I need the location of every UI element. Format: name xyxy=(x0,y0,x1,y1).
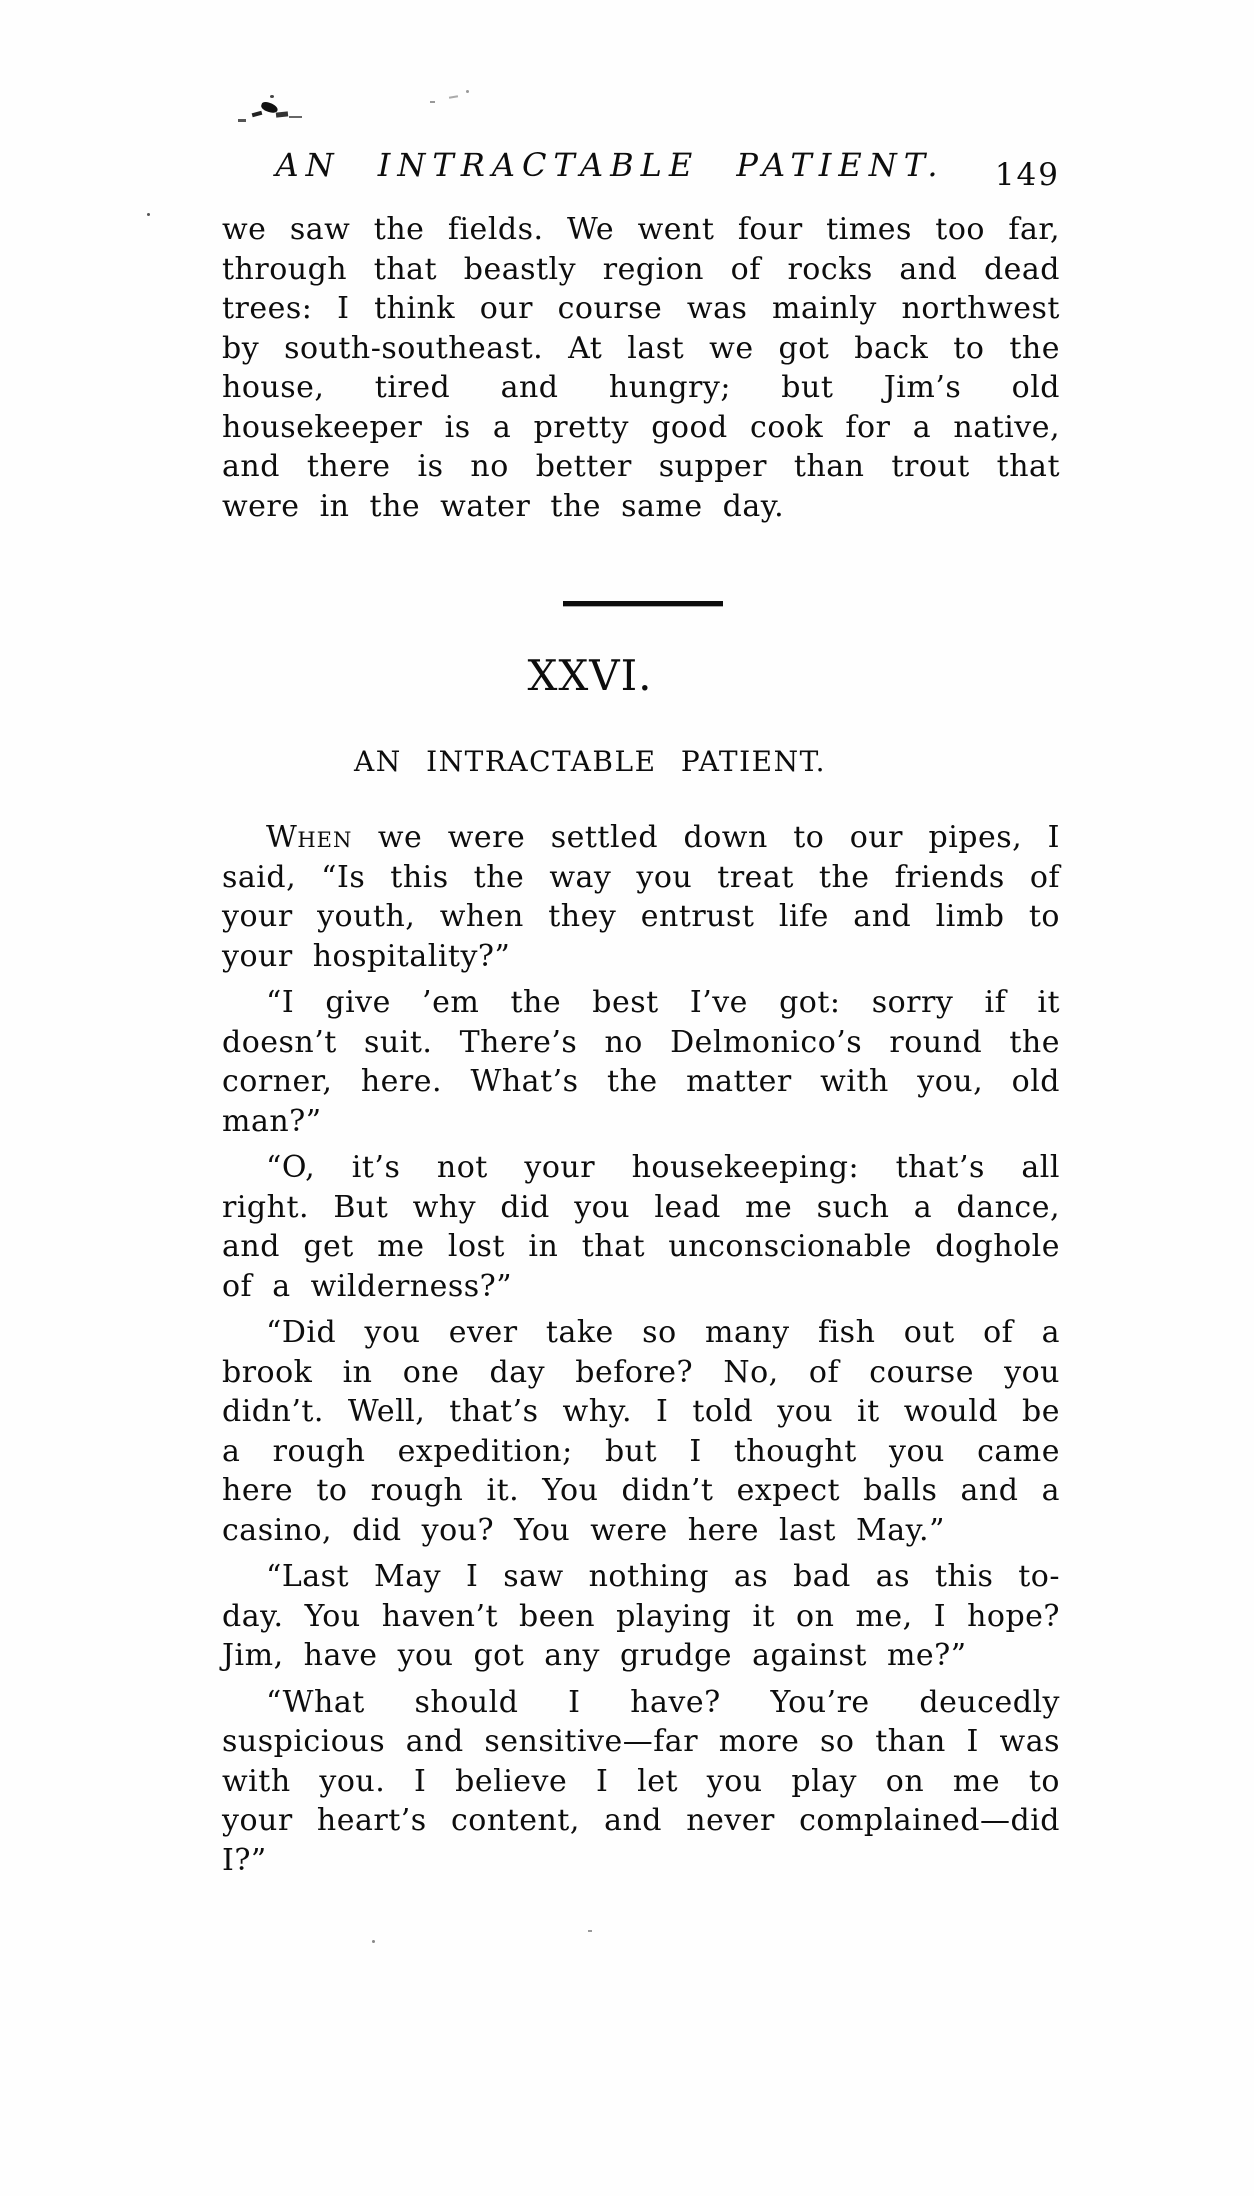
opening-smallcaps: hen xyxy=(297,820,353,855)
scan-artifact xyxy=(252,111,263,117)
opening-text: we were settled down to our pipes, I said, “Is this the way you treat the friends of your youth, when they entrust life and limb to your hospitality?” xyxy=(222,820,1060,974)
page-number: 149 xyxy=(994,157,1060,193)
scan-artifact xyxy=(270,95,274,98)
chapter-title: AN INTRACTABLE PATIENT. xyxy=(353,745,827,778)
opening-initial: W xyxy=(266,820,298,855)
paragraph-opening xyxy=(222,818,1060,976)
scan-artifact xyxy=(588,1930,592,1932)
scan-artifact xyxy=(372,1940,375,1943)
chapter-body xyxy=(222,818,1060,1887)
scan-artifact xyxy=(430,101,435,103)
paragraph: “O, it’s not your housekeeping: that’s all right. But why did you lead me such a dance, and get me lost in that unconscionable doghole of a wilderness?” xyxy=(222,1150,1060,1304)
scan-artifact xyxy=(466,90,469,93)
scan-artifact xyxy=(238,119,246,122)
scan-artifact xyxy=(289,116,302,118)
paragraph-continuation: we saw the fields. We went four times too far, through that beastly region of rocks and dead trees: I think our course was mainly northwest by south-southeast. At last we got back to the house, tired and hungry; but Jim’s old housekeeper is a pretty good cook for a native, and there is no better supper than trout that were in the water the same day. xyxy=(222,212,1060,524)
running-header-title: AN INTRACTABLE PATIENT. xyxy=(275,146,945,184)
paragraph: “Did you ever take so many fish out of a brook in one day before? No, of course you didn’t. Well, that’s why. I told you it would be a rough expedition; but I thought you came here to rough it. You didn’t expect balls and a casino, did you? You were here last May.” xyxy=(222,1315,1060,1548)
section-divider-rule xyxy=(563,601,723,606)
running-header xyxy=(222,146,1060,202)
scan-artifact xyxy=(147,213,150,216)
paragraph: “I give ’em the best I’ve got: sorry if it doesn’t suit. There’s no Delmonico’s round the corner, here. What’s the matter with you, old man?” xyxy=(222,985,1060,1139)
scan-artifact xyxy=(276,111,288,117)
paragraph: “What should I have? You’re deucedly suspicious and sensitive—far more so than I was with you. I believe I let you play on me to your heart’s content, and never complained—did I?” xyxy=(222,1684,1060,1878)
paragraph: “Last May I saw nothing as bad as this to-day. You haven’t been playing it on me, I hope? Jim, have you got any grudge against me?” xyxy=(222,1559,1060,1673)
scan-artifact xyxy=(449,95,458,99)
chapter-number: XXVI. xyxy=(527,651,653,700)
